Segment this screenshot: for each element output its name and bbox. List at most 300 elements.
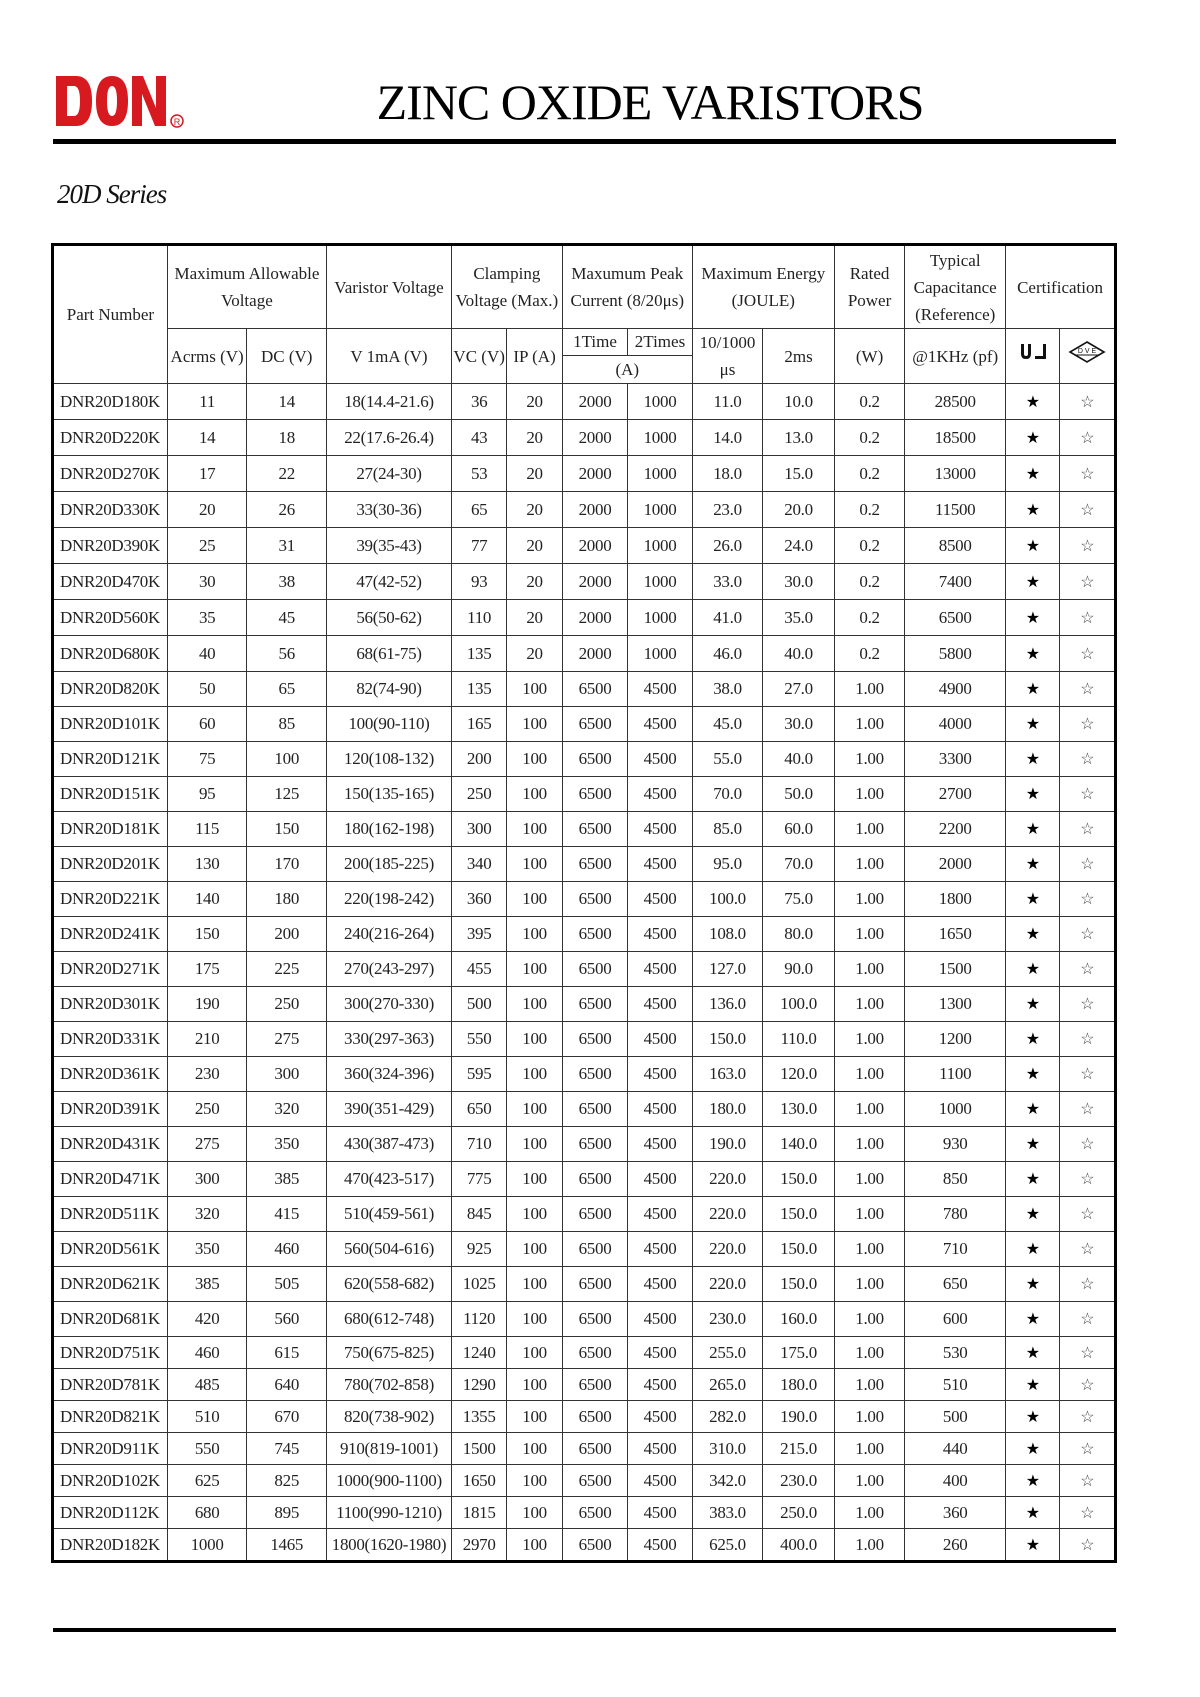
table-row (53, 600, 1116, 636)
ul-certified-star-icon: ★ (1006, 420, 1060, 456)
vc-value: 1290 (451, 1369, 506, 1401)
energy-10-1000-value: 55.0 (692, 742, 763, 777)
ip-value: 100 (507, 777, 562, 812)
v1ma-value: 680(612-748) (327, 1302, 452, 1337)
v1ma-value: 750(675-825) (327, 1337, 452, 1369)
energy-2ms-value: 80.0 (763, 917, 835, 952)
subheader-energy-2ms: 2ms (763, 329, 835, 384)
ip-value: 20 (507, 600, 562, 636)
vc-value: 1025 (451, 1267, 506, 1302)
vc-value: 53 (451, 456, 506, 492)
peak-2times-value: 4500 (628, 1529, 692, 1562)
peak-2times-value: 1000 (628, 600, 692, 636)
peak-1time-value: 2000 (562, 600, 627, 636)
subheader-capacitance-unit: @1KHz (pf) (905, 329, 1006, 384)
ip-value: 100 (507, 952, 562, 987)
part-number: DNR20D511K (53, 1197, 168, 1232)
capacitance-value: 13000 (905, 456, 1006, 492)
part-number: DNR20D182K (53, 1529, 168, 1562)
peak-2times-value: 1000 (628, 528, 692, 564)
dc-value: 825 (247, 1465, 327, 1497)
ul-certified-star-icon: ★ (1006, 672, 1060, 707)
vde-mark-icon (1068, 340, 1106, 364)
rated-power-value: 1.00 (834, 1197, 905, 1232)
v1ma-value: 330(297-363) (327, 1022, 452, 1057)
capacitance-value: 1300 (905, 987, 1006, 1022)
ul-cert-cell (1006, 329, 1060, 384)
energy-2ms-value: 150.0 (763, 1232, 835, 1267)
rated-power-value: 1.00 (834, 1529, 905, 1562)
energy-2ms-value: 35.0 (763, 600, 835, 636)
acrms-value: 190 (167, 987, 247, 1022)
table-row (53, 1465, 1116, 1497)
peak-2times-value: 4500 (628, 1302, 692, 1337)
peak-1time-value: 2000 (562, 420, 627, 456)
dc-value: 560 (247, 1302, 327, 1337)
vc-value: 845 (451, 1197, 506, 1232)
part-number: DNR20D201K (53, 847, 168, 882)
rated-power-value: 1.00 (834, 1369, 905, 1401)
ul-certified-star-icon: ★ (1006, 528, 1060, 564)
capacitance-value: 500 (905, 1401, 1006, 1433)
peak-2times-value: 4500 (628, 987, 692, 1022)
energy-2ms-value: 175.0 (763, 1337, 835, 1369)
rated-power-value: 0.2 (834, 600, 905, 636)
acrms-value: 115 (167, 812, 247, 847)
acrms-value: 20 (167, 492, 247, 528)
capacitance-value: 510 (905, 1369, 1006, 1401)
vde-certified-star-icon: ☆ (1060, 636, 1116, 672)
rated-power-value: 1.00 (834, 952, 905, 987)
capacitance-value: 2700 (905, 777, 1006, 812)
rated-power-value: 0.2 (834, 384, 905, 420)
ip-value: 100 (507, 1267, 562, 1302)
peak-1time-value: 6500 (562, 812, 627, 847)
energy-2ms-value: 13.0 (763, 420, 835, 456)
vde-mark-lettering: D V E (1078, 348, 1097, 355)
v1ma-value: 100(90-110) (327, 707, 452, 742)
capacitance-value: 4000 (905, 707, 1006, 742)
ip-value: 100 (507, 742, 562, 777)
acrms-value: 60 (167, 707, 247, 742)
dc-value: 18 (247, 420, 327, 456)
capacitance-value: 2200 (905, 812, 1006, 847)
capacitance-value: 650 (905, 1267, 1006, 1302)
vde-certified-star-icon: ☆ (1060, 1092, 1116, 1127)
ul-certified-star-icon: ★ (1006, 1057, 1060, 1092)
table-row (53, 1497, 1116, 1529)
rated-power-value: 1.00 (834, 1022, 905, 1057)
series-heading: 20D Series (57, 179, 167, 209)
energy-2ms-value: 150.0 (763, 1197, 835, 1232)
vc-value: 550 (451, 1022, 506, 1057)
vc-value: 2970 (451, 1529, 506, 1562)
energy-10-1000-value: 26.0 (692, 528, 763, 564)
ip-value: 100 (507, 1092, 562, 1127)
energy-2ms-value: 160.0 (763, 1302, 835, 1337)
header-capacitance: Typical Capacitance (Reference) (905, 245, 1006, 329)
capacitance-value: 780 (905, 1197, 1006, 1232)
peak-1time-value: 6500 (562, 882, 627, 917)
dc-value: 22 (247, 456, 327, 492)
energy-10-1000-value: 625.0 (692, 1529, 763, 1562)
ul-certified-star-icon: ★ (1006, 1465, 1060, 1497)
peak-2times-value: 4500 (628, 917, 692, 952)
ul-certified-star-icon: ★ (1006, 564, 1060, 600)
rated-power-value: 1.00 (834, 1267, 905, 1302)
dc-value: 14 (247, 384, 327, 420)
table-row (53, 456, 1116, 492)
part-number: DNR20D681K (53, 1302, 168, 1337)
peak-1time-value: 6500 (562, 1369, 627, 1401)
peak-1time-value: 6500 (562, 1057, 627, 1092)
v1ma-value: 560(504-616) (327, 1232, 452, 1267)
peak-2times-value: 4500 (628, 672, 692, 707)
peak-2times-value: 4500 (628, 1369, 692, 1401)
subheader-ip: IP (A) (507, 329, 562, 384)
peak-2times-value: 1000 (628, 636, 692, 672)
peak-2times-value: 4500 (628, 777, 692, 812)
rated-power-value: 1.00 (834, 812, 905, 847)
v1ma-value: 82(74-90) (327, 672, 452, 707)
table-row (53, 1302, 1116, 1337)
acrms-value: 250 (167, 1092, 247, 1127)
table-row (53, 812, 1116, 847)
energy-2ms-value: 27.0 (763, 672, 835, 707)
energy-2ms-value: 50.0 (763, 777, 835, 812)
table-row (53, 987, 1116, 1022)
ul-certified-star-icon: ★ (1006, 1529, 1060, 1562)
ul-certified-star-icon: ★ (1006, 1162, 1060, 1197)
acrms-value: 385 (167, 1267, 247, 1302)
vde-certified-star-icon: ☆ (1060, 1127, 1116, 1162)
ip-value: 100 (507, 812, 562, 847)
v1ma-value: 56(50-62) (327, 600, 452, 636)
dc-value: 45 (247, 600, 327, 636)
part-number: DNR20D390K (53, 528, 168, 564)
vc-value: 595 (451, 1057, 506, 1092)
vc-value: 135 (451, 672, 506, 707)
peak-1time-value: 6500 (562, 742, 627, 777)
part-number: DNR20D361K (53, 1057, 168, 1092)
energy-2ms-value: 190.0 (763, 1401, 835, 1433)
peak-2times-value: 4500 (628, 742, 692, 777)
energy-10-1000-value: 100.0 (692, 882, 763, 917)
table-row (53, 1092, 1116, 1127)
table-row (53, 672, 1116, 707)
v1ma-value: 47(42-52) (327, 564, 452, 600)
part-number: DNR20D101K (53, 707, 168, 742)
acrms-value: 17 (167, 456, 247, 492)
peak-2times-value: 4500 (628, 1022, 692, 1057)
acrms-value: 210 (167, 1022, 247, 1057)
vde-certified-star-icon: ☆ (1060, 1433, 1116, 1465)
vc-value: 1500 (451, 1433, 506, 1465)
part-number: DNR20D112K (53, 1497, 168, 1529)
peak-2times-value: 4500 (628, 1162, 692, 1197)
peak-1time-value: 2000 (562, 528, 627, 564)
ip-value: 20 (507, 456, 562, 492)
peak-1time-value: 2000 (562, 564, 627, 600)
v1ma-value: 620(558-682) (327, 1267, 452, 1302)
part-number: DNR20D241K (53, 917, 168, 952)
dc-value: 26 (247, 492, 327, 528)
rated-power-value: 1.00 (834, 777, 905, 812)
acrms-value: 550 (167, 1433, 247, 1465)
peak-2times-value: 4500 (628, 952, 692, 987)
ip-value: 100 (507, 1369, 562, 1401)
rated-power-value: 1.00 (834, 672, 905, 707)
peak-1time-value: 6500 (562, 1162, 627, 1197)
energy-10-1000-value: 190.0 (692, 1127, 763, 1162)
peak-2times-value: 1000 (628, 420, 692, 456)
peak-1time-value: 2000 (562, 636, 627, 672)
ip-value: 20 (507, 636, 562, 672)
ip-value: 100 (507, 1337, 562, 1369)
capacitance-value: 8500 (905, 528, 1006, 564)
peak-1time-value: 6500 (562, 952, 627, 987)
energy-2ms-value: 100.0 (763, 987, 835, 1022)
ip-value: 100 (507, 882, 562, 917)
vde-certified-star-icon: ☆ (1060, 952, 1116, 987)
acrms-value: 275 (167, 1127, 247, 1162)
table-row (53, 1401, 1116, 1433)
v1ma-value: 300(270-330) (327, 987, 452, 1022)
v1ma-value: 150(135-165) (327, 777, 452, 812)
peak-2times-value: 4500 (628, 1433, 692, 1465)
ip-value: 100 (507, 1302, 562, 1337)
energy-10-1000-value: 255.0 (692, 1337, 763, 1369)
rated-power-value: 1.00 (834, 1302, 905, 1337)
rated-power-value: 0.2 (834, 456, 905, 492)
vc-value: 43 (451, 420, 506, 456)
energy-10-1000-value: 342.0 (692, 1465, 763, 1497)
acrms-value: 230 (167, 1057, 247, 1092)
acrms-value: 680 (167, 1497, 247, 1529)
capacitance-value: 930 (905, 1127, 1006, 1162)
ul-certified-star-icon: ★ (1006, 707, 1060, 742)
acrms-value: 485 (167, 1369, 247, 1401)
ip-value: 100 (507, 1197, 562, 1232)
peak-1time-value: 6500 (562, 987, 627, 1022)
v1ma-value: 1800(1620-1980) (327, 1529, 452, 1562)
v1ma-value: 240(216-264) (327, 917, 452, 952)
vc-value: 395 (451, 917, 506, 952)
dc-value: 38 (247, 564, 327, 600)
peak-2times-value: 1000 (628, 492, 692, 528)
rated-power-value: 1.00 (834, 847, 905, 882)
rated-power-value: 0.2 (834, 492, 905, 528)
energy-2ms-value: 10.0 (763, 384, 835, 420)
subheader-two-times: 2Times (634, 332, 686, 351)
acrms-value: 30 (167, 564, 247, 600)
vde-certified-star-icon: ☆ (1060, 672, 1116, 707)
dc-value: 385 (247, 1162, 327, 1197)
header-max-allowable-voltage: Maximum Allowable Voltage (167, 245, 326, 329)
ul-certified-star-icon: ★ (1006, 1022, 1060, 1057)
ul-certified-star-icon: ★ (1006, 1092, 1060, 1127)
energy-10-1000-value: 108.0 (692, 917, 763, 952)
v1ma-value: 510(459-561) (327, 1197, 452, 1232)
dc-value: 56 (247, 636, 327, 672)
v1ma-value: 820(738-902) (327, 1401, 452, 1433)
v1ma-value: 200(185-225) (327, 847, 452, 882)
acrms-value: 350 (167, 1232, 247, 1267)
vde-certified-star-icon: ☆ (1060, 847, 1116, 882)
vde-certified-star-icon: ☆ (1060, 1057, 1116, 1092)
vde-certified-star-icon: ☆ (1060, 777, 1116, 812)
table-row (53, 636, 1116, 672)
part-number: DNR20D181K (53, 812, 168, 847)
vde-certified-star-icon: ☆ (1060, 1497, 1116, 1529)
vde-certified-star-icon: ☆ (1060, 1267, 1116, 1302)
part-number: DNR20D102K (53, 1465, 168, 1497)
peak-2times-value: 4500 (628, 1337, 692, 1369)
capacitance-value: 530 (905, 1337, 1006, 1369)
vc-value: 1120 (451, 1302, 506, 1337)
subheader-v1ma: V 1mA (V) (327, 329, 452, 384)
dc-value: 225 (247, 952, 327, 987)
table-row (53, 492, 1116, 528)
subheader-vc: VC (V) (451, 329, 506, 384)
vde-certified-star-icon: ☆ (1060, 1465, 1116, 1497)
ip-value: 100 (507, 987, 562, 1022)
specifications-table (51, 243, 1117, 1563)
rated-power-value: 1.00 (834, 917, 905, 952)
subheader-one-time: 1Time (563, 329, 628, 355)
peak-1time-value: 6500 (562, 1127, 627, 1162)
vc-value: 650 (451, 1092, 506, 1127)
dc-value: 460 (247, 1232, 327, 1267)
rated-power-value: 1.00 (834, 1092, 905, 1127)
vde-certified-star-icon: ☆ (1060, 1197, 1116, 1232)
vde-cert-cell (1060, 329, 1116, 384)
part-number: DNR20D431K (53, 1127, 168, 1162)
peak-2times-value: 1000 (628, 384, 692, 420)
dc-value: 31 (247, 528, 327, 564)
rated-power-value: 1.00 (834, 1433, 905, 1465)
energy-10-1000-value: 383.0 (692, 1497, 763, 1529)
peak-1time-value: 2000 (562, 456, 627, 492)
capacitance-value: 260 (905, 1529, 1006, 1562)
top-divider (53, 139, 1116, 144)
part-number: DNR20D180K (53, 384, 168, 420)
table-row (53, 1022, 1116, 1057)
table-row (53, 1337, 1116, 1369)
energy-2ms-value: 90.0 (763, 952, 835, 987)
capacitance-value: 400 (905, 1465, 1006, 1497)
ip-value: 20 (507, 420, 562, 456)
subheader-dc: DC (V) (247, 329, 327, 384)
ul-certified-star-icon: ★ (1006, 1401, 1060, 1433)
vde-certified-star-icon: ☆ (1060, 1022, 1116, 1057)
table-row (53, 1232, 1116, 1267)
part-number: DNR20D560K (53, 600, 168, 636)
part-number: DNR20D330K (53, 492, 168, 528)
rated-power-value: 1.00 (834, 1162, 905, 1197)
part-number: DNR20D331K (53, 1022, 168, 1057)
subheader-power-unit: (W) (834, 329, 905, 384)
energy-2ms-value: 60.0 (763, 812, 835, 847)
peak-2times-value: 1000 (628, 456, 692, 492)
ul-certified-star-icon: ★ (1006, 742, 1060, 777)
vc-value: 1355 (451, 1401, 506, 1433)
ip-value: 100 (507, 917, 562, 952)
v1ma-value: 68(61-75) (327, 636, 452, 672)
subheader-peak-unit: (A) (615, 360, 640, 379)
dc-value: 1465 (247, 1529, 327, 1562)
table-row (53, 777, 1116, 812)
dc-value: 670 (247, 1401, 327, 1433)
ip-value: 20 (507, 384, 562, 420)
capacitance-value: 7400 (905, 564, 1006, 600)
capacitance-value: 6500 (905, 600, 1006, 636)
v1ma-value: 22(17.6-26.4) (327, 420, 452, 456)
part-number: DNR20D301K (53, 987, 168, 1022)
v1ma-value: 360(324-396) (327, 1057, 452, 1092)
header-rated-power: Rated Power (834, 245, 905, 329)
ul-certified-star-icon: ★ (1006, 847, 1060, 882)
v1ma-value: 27(24-30) (327, 456, 452, 492)
ip-value: 100 (507, 1401, 562, 1433)
ip-value: 100 (507, 847, 562, 882)
ul-certified-star-icon: ★ (1006, 1337, 1060, 1369)
ul-recognized-icon (1017, 341, 1049, 363)
energy-10-1000-value: 127.0 (692, 952, 763, 987)
energy-10-1000-value: 70.0 (692, 777, 763, 812)
vde-certified-star-icon: ☆ (1060, 882, 1116, 917)
table-row (53, 1529, 1116, 1562)
peak-2times-value: 4500 (628, 1267, 692, 1302)
acrms-value: 140 (167, 882, 247, 917)
part-number: DNR20D561K (53, 1232, 168, 1267)
energy-2ms-value: 70.0 (763, 847, 835, 882)
vc-value: 93 (451, 564, 506, 600)
ul-certified-star-icon: ★ (1006, 456, 1060, 492)
vde-certified-star-icon: ☆ (1060, 1401, 1116, 1433)
vde-certified-star-icon: ☆ (1060, 707, 1116, 742)
part-number: DNR20D121K (53, 742, 168, 777)
subheader-peak-current-group (562, 329, 692, 384)
header-max-energy: Maximum Energy (JOULE) (692, 245, 834, 329)
v1ma-value: 390(351-429) (327, 1092, 452, 1127)
vc-value: 710 (451, 1127, 506, 1162)
ul-certified-star-icon: ★ (1006, 882, 1060, 917)
vc-value: 300 (451, 812, 506, 847)
vc-value: 500 (451, 987, 506, 1022)
header-part-number: Part Number (53, 245, 168, 384)
energy-10-1000-value: 18.0 (692, 456, 763, 492)
ul-certified-star-icon: ★ (1006, 636, 1060, 672)
capacitance-value: 1000 (905, 1092, 1006, 1127)
acrms-value: 95 (167, 777, 247, 812)
ul-certified-star-icon: ★ (1006, 952, 1060, 987)
vc-value: 925 (451, 1232, 506, 1267)
acrms-value: 320 (167, 1197, 247, 1232)
peak-2times-value: 4500 (628, 1197, 692, 1232)
acrms-value: 14 (167, 420, 247, 456)
table-row (53, 384, 1116, 420)
dc-value: 320 (247, 1092, 327, 1127)
part-number: DNR20D270K (53, 456, 168, 492)
vc-value: 360 (451, 882, 506, 917)
energy-2ms-value: 20.0 (763, 492, 835, 528)
v1ma-value: 33(30-36) (327, 492, 452, 528)
vc-value: 340 (451, 847, 506, 882)
table-row (53, 1433, 1116, 1465)
part-number: DNR20D271K (53, 952, 168, 987)
acrms-value: 11 (167, 384, 247, 420)
